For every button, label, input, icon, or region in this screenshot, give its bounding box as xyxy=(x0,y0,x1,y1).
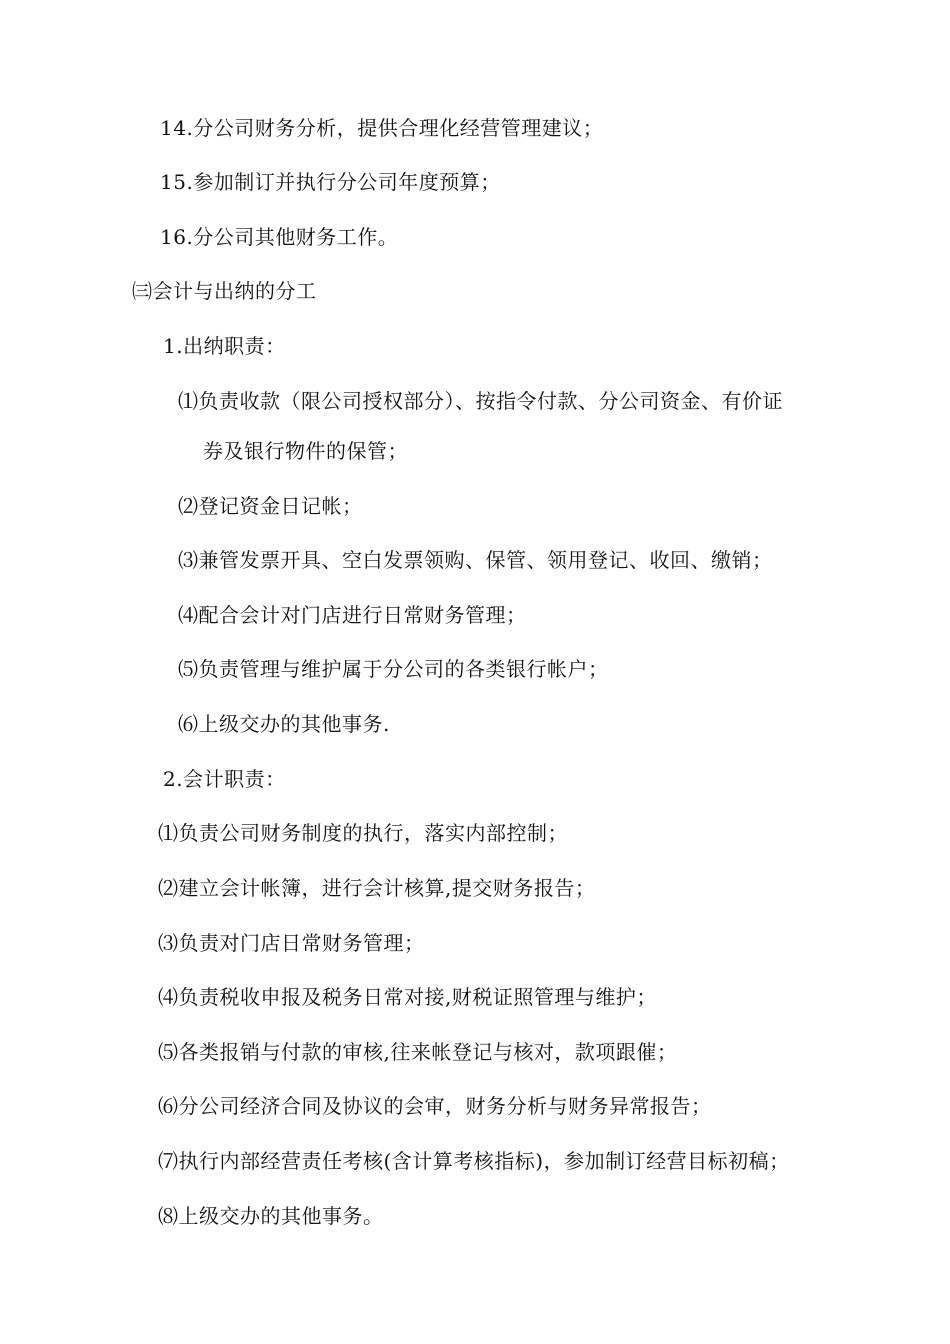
item-15: 15.参加制订并执行分公司年度预算； xyxy=(160,170,501,194)
accountant-duty-8: ⑻上级交办的其他事务。 xyxy=(158,1204,384,1228)
item-16: 16.分公司其他财务工作。 xyxy=(160,225,399,249)
cashier-duty-1: ⑴负责收款（限公司授权部分）、按指令付款、分公司资金、有价证 xyxy=(178,389,783,413)
accountant-duty-3: ⑶负责对门店日常财务管理； xyxy=(158,931,425,955)
accountant-duties-heading: 2.会计职责： xyxy=(163,767,286,791)
accountant-duty-2: ⑵建立会计帐簿，进行会计核算,提交财务报告； xyxy=(158,876,596,900)
cashier-duty-6: ⑹上级交办的其他事务. xyxy=(178,712,390,736)
accountant-duty-1: ⑴负责公司财务制度的执行，落实内部控制； xyxy=(158,821,568,845)
section-heading: ㈢会计与出纳的分工 xyxy=(132,279,317,303)
cashier-duty-3: ⑶兼管发票开具、空白发票领购、保管、领用登记、收回、缴销； xyxy=(178,548,773,572)
accountant-duty-5: ⑸各类报销与付款的审核,往来帐登记与核对，款项跟催； xyxy=(158,1040,678,1064)
accountant-duty-4: ⑷负责税收申报及税务日常对接,财税证照管理与维护； xyxy=(158,985,657,1009)
cashier-duty-4: ⑷配合会计对门店进行日常财务管理； xyxy=(178,603,527,627)
cashier-duty-1-cont: 券及银行物件的保管； xyxy=(203,439,408,463)
cashier-duty-2: ⑵登记资金日记帐； xyxy=(178,494,363,518)
cashier-duties-heading: 1.出纳职责： xyxy=(163,334,286,358)
accountant-duty-6: ⑹分公司经济合同及协议的会审，财务分析与财务异常报告； xyxy=(158,1094,712,1118)
cashier-duty-5: ⑸负责管理与维护属于分公司的各类银行帐户； xyxy=(178,657,609,681)
item-14: 14.分公司财务分析，提供合理化经营管理建议； xyxy=(160,116,604,140)
accountant-duty-7: ⑺执行内部经营责任考核(含计算考核指标)，参加制订经营目标初稿； xyxy=(158,1149,790,1173)
